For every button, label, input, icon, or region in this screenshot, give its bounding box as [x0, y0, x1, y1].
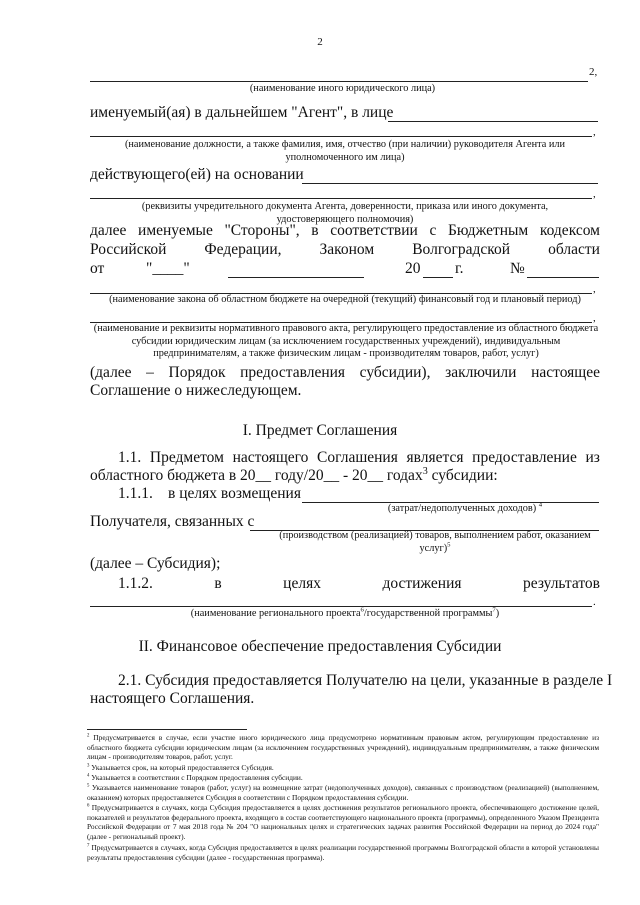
comma-mark: , — [593, 283, 596, 295]
agent-label: именуемый(ая) в дальнейшем "Агент", в лице — [90, 104, 394, 121]
date-quote: "____" — [146, 260, 190, 277]
recipient-text: Получателя, связанных с — [90, 513, 255, 530]
comma-mark: , — [593, 126, 596, 138]
date-month-line — [228, 277, 364, 278]
basis-line — [90, 198, 592, 199]
footnote-6: $^6$ Предусматривается в случаях, когда Субсидия предоставляется в целях достижения результатов регионального проекта, обеспечивающего достижение целей, показателей и результатов федерального проекта, входящего в состав соответствующего национального проекта (программы), определенного Указом Президента Российской Федерации от 7 мая 2018 года № 204 "О национальных целях и стратегических задачах развития Российской Федерации на период до 2024 года" (далее - региональный проект). — [87, 803, 599, 841]
p1-1-line-1: 1.1. Предметом настоящего Соглашения является предоставление из — [118, 449, 600, 466]
parties-line-2: Российской Федерации, Законом Волгоградской области — [90, 241, 600, 258]
p1-1-1-label: 1.1.1. — [118, 485, 153, 502]
section-1-title: I. Предмет Соглашения — [242, 422, 398, 439]
caption-production: (производством (реализацией) товаров, выполнением работ, оказанием услуг)$^5$ — [279, 530, 591, 554]
closing-line-1: (далее – Порядок предоставления субсидии), заключили настоящее — [90, 364, 600, 381]
from-label: от — [90, 260, 105, 277]
closing-line-2: Соглашение о нижеследующем. — [90, 382, 302, 399]
p1-1-line-2: областного бюджета в 20__ году/20__ - 20__ годах$^3$ субсидии: — [90, 465, 498, 484]
section-2-title: II. Финансовое обеспечение предоставления Субсидии — [138, 638, 502, 655]
p1-1-1-text: в целях возмещения — [168, 485, 301, 502]
number-sign: № — [510, 260, 525, 277]
org-name-line — [90, 81, 588, 82]
subsidy-label: (далее – Субсидия); — [90, 555, 221, 572]
year-prefix: 20 — [405, 260, 421, 277]
footnote-separator — [87, 729, 247, 730]
caption-position: (наименование должности, а также фамилия, имя, отчество (при наличии) руководителя Агента или уполномоченного им лица) — [124, 139, 566, 163]
caption-act: (наименование и реквизиты нормативного правового акта, регулирующего предоставление из областного бюджета субсидии юридическим лицам (за исключением государственных учреждений), индивидуальным предпринимателям, а также физическим лицам - производителям товаров, работ, услуг) — [93, 323, 599, 359]
position-line — [90, 136, 592, 137]
footnote-5: $^5$ Указывается наименование товаров (работ, услуг) на возмещение затрат (недополученных доходов), связанных с производством (реализацией) (выполнением, оказанием) которых предоставляется Субсидия в соответствии с Порядком предоставления субсидии. — [87, 783, 599, 802]
footnote-7: $^7$ Предусматривается в случаях, когда Субсидия предоставляется в целях реализации государственной программы Волгоградской области в которой установлены результаты предоставления субсидии (далее - государственная программа). — [87, 843, 599, 862]
caption-org: (наименование иного юридического лица) — [249, 83, 436, 94]
p2-1-line-2: настоящего Соглашения. — [90, 690, 255, 707]
footnote-3: $^3$ Указывается срок, на который предоставляется Субсидия. — [87, 763, 274, 772]
comma-mark: , — [593, 188, 596, 200]
year-suffix: г. — [455, 260, 464, 277]
number-line — [527, 277, 599, 278]
project-line — [90, 606, 592, 607]
acting-basis-line — [302, 183, 598, 184]
footnote-mark-2: 2, — [589, 66, 598, 78]
comma-mark: , — [593, 312, 596, 324]
footnote-4: $^4$ Указывается в соответствии с Порядком предоставления субсидии. — [87, 773, 303, 782]
agent-representative-line — [388, 121, 598, 122]
caption-costs: (затрат/недополученных доходов) $^4$ — [387, 501, 543, 514]
footnote-2: $^2$ Предусматривается в случае, если участие иного юридического лица предусмотрено нормативным правовым актом, регулирующим предоставление из областного бюджета субсидии юридическим лицам (за исключением государственных учреждений), индивидуальным предпринимателям, а также физическим лицам - производителям товаров, работ, услуг. — [87, 733, 599, 762]
caption-project: (наименование регионального проекта$^6$/государственной программы$^7$) — [190, 606, 500, 619]
period-mark: . — [593, 596, 596, 608]
p2-1-line-1: 2.1. Субсидия предоставляется Получателю на цели, указанные в разделе I — [118, 672, 613, 689]
caption-law: (наименование закона об областном бюджете на очередной (текущий) финансовый год и плановый период) — [109, 294, 581, 305]
caption-basis: (реквизиты учредительного документа Агента, доверенности, приказа или иного документа, удостоверяющего полномочия) — [141, 201, 549, 225]
acting-label: действующего(ей) на основании — [90, 166, 304, 183]
page-number: 2 — [317, 36, 323, 48]
year-line — [423, 277, 453, 278]
parties-line-1: далее именуемые "Стороны", в соответствии с Бюджетным кодексом — [90, 222, 600, 239]
p1-1-2-line: 1.1.2. в целях достижения результатов — [118, 575, 600, 592]
